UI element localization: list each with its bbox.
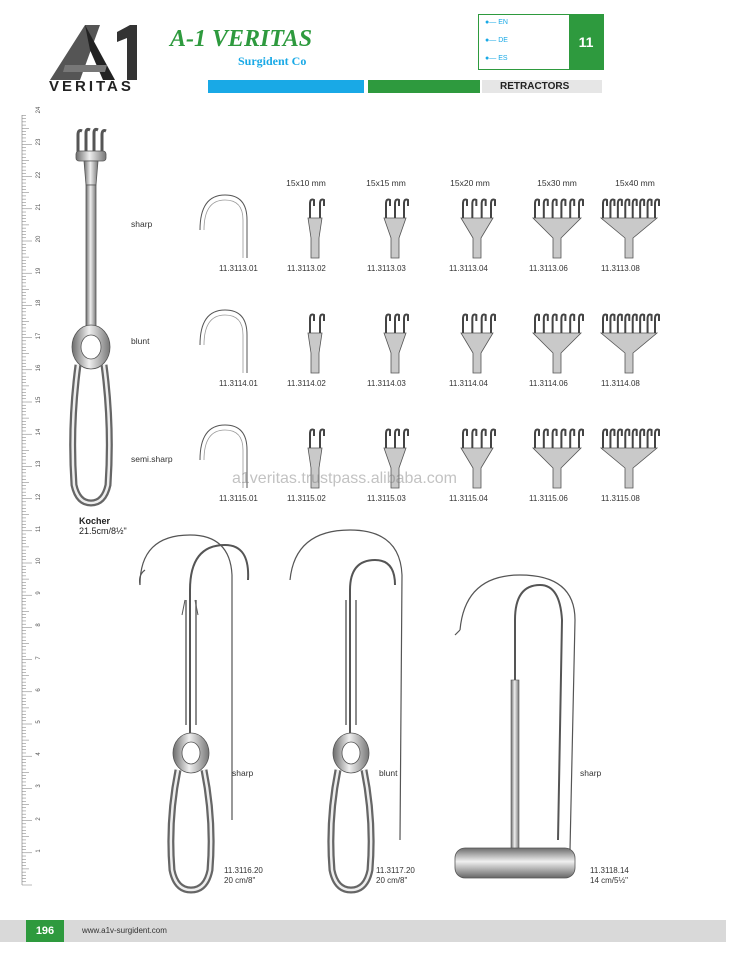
ruler-number: 6 <box>36 688 42 692</box>
ruler-number: 5 <box>36 720 42 724</box>
watermark: a1veritas.trustpass.alibaba.com <box>232 470 457 487</box>
hook-size: 20 cm/8" <box>224 876 256 885</box>
ruler-number: 24 <box>36 106 42 114</box>
hook-type-label: sharp <box>232 768 254 778</box>
ruler-number: 4 <box>36 752 42 756</box>
rake-retractor-image <box>599 305 669 375</box>
product-code: 11.3114.06 <box>529 379 568 388</box>
rake-retractor-image <box>447 190 517 260</box>
page-number: 196 <box>35 925 55 937</box>
ruler-number: 3 <box>36 784 42 789</box>
rake-retractor-image <box>365 305 435 375</box>
bullet-icon: ●— <box>485 55 497 62</box>
brand-name: A-1 VERITAS <box>170 26 313 52</box>
hook-code: 11.3118.14 <box>590 866 629 875</box>
rake-retractor-image <box>527 190 597 260</box>
rake-retractor-image <box>599 190 669 260</box>
ruler-number: 8 <box>36 623 42 628</box>
rake-retractor-image <box>527 305 597 375</box>
product-code: 11.3115.01 <box>219 494 258 503</box>
product-code: 11.3115.02 <box>287 494 326 503</box>
rake-retractor-image <box>285 305 355 375</box>
bullet-icon: ●— <box>485 19 497 26</box>
brand-logo <box>45 20 155 95</box>
rake-retractor-image <box>365 190 435 260</box>
product-code: 11.3115.06 <box>529 494 568 503</box>
language-box <box>478 14 604 70</box>
category-title: RETRACTORS <box>500 81 570 92</box>
ruler-number: 13 <box>36 461 42 468</box>
product-code: 11.3113.04 <box>449 264 488 273</box>
section-number-badge <box>569 15 603 69</box>
row-label-semi-sharp: semi.sharp <box>131 454 173 464</box>
ruler-number: 14 <box>36 428 42 436</box>
hook-size: 20 cm/8" <box>376 876 408 885</box>
dimension-label: 15x30 mm <box>537 178 577 188</box>
ruler-number: 18 <box>36 300 42 307</box>
product-code: 11.3113.03 <box>367 264 406 273</box>
rake-retractor-image <box>447 305 517 375</box>
product-code: 11.3114.03 <box>367 379 406 388</box>
kocher-size: 21.5cm/8½" <box>79 526 127 536</box>
ruler-number: 10 <box>36 557 42 565</box>
rake-retractor-image <box>527 420 597 490</box>
product-code: 11.3113.06 <box>529 264 568 273</box>
ruler-number: 21 <box>36 203 42 211</box>
ruler-number: 23 <box>36 139 42 146</box>
hook-type-label: blunt <box>379 768 398 778</box>
ruler-number: 19 <box>36 267 42 275</box>
ruler-number: 2 <box>36 816 42 821</box>
hook-code: 11.3116.20 <box>224 866 263 875</box>
product-code: 11.3113.02 <box>287 264 326 273</box>
kocher-retractor-image <box>60 125 130 515</box>
ruler <box>18 106 58 885</box>
kocher-name: Kocher <box>79 516 111 526</box>
logo-word: VERITAS <box>49 78 134 95</box>
product-code: 11.3114.02 <box>287 379 326 388</box>
language-item-en[interactable]: ●— EN <box>485 19 508 26</box>
large-hook-retractor-sharp-image <box>120 520 260 900</box>
ruler-number: 17 <box>36 332 42 339</box>
ruler-number: 11 <box>36 525 42 532</box>
dimension-label: 15x10 mm <box>286 178 326 188</box>
hook-code: 11.3117.20 <box>376 866 415 875</box>
product-code: 11.3114.08 <box>601 379 640 388</box>
rake-retractor-image <box>447 420 517 490</box>
brand-subtitle: Surgident Co <box>238 54 307 68</box>
dimension-label: 15x15 mm <box>366 178 406 188</box>
header-bar-green <box>368 80 480 93</box>
rake-retractor-image <box>599 420 669 490</box>
product-code: 11.3115.04 <box>449 494 488 503</box>
footer-url[interactable]: www.a1v-surgident.com <box>82 926 167 935</box>
ruler-number: 9 <box>36 591 42 595</box>
dimension-label: 15x40 mm <box>615 178 655 188</box>
product-code: 11.3114.01 <box>219 379 258 388</box>
row-label-sharp: sharp <box>131 219 153 229</box>
ruler-number: 15 <box>36 396 42 404</box>
rake-retractor-image <box>285 190 355 260</box>
product-code: 11.3113.01 <box>219 264 258 273</box>
t-handle-hook-retractor-image <box>440 560 590 900</box>
language-item-de[interactable]: ●— DE <box>485 37 508 44</box>
product-code: 11.3115.08 <box>601 494 640 503</box>
large-hook-retractor-blunt-image <box>280 520 420 900</box>
ruler-number: 16 <box>36 364 42 372</box>
section-number: 11 <box>578 34 594 50</box>
page-number-badge <box>26 920 64 942</box>
hook-profile-image <box>195 190 265 260</box>
ruler-number: 12 <box>36 493 42 500</box>
ruler-number: 20 <box>36 235 42 243</box>
ruler-number: 7 <box>36 655 42 660</box>
product-code: 11.3114.04 <box>449 379 488 388</box>
ruler-number: 22 <box>36 171 42 178</box>
bullet-icon: ●— <box>485 37 497 44</box>
row-label-blunt: blunt <box>131 336 150 346</box>
hook-size: 14 cm/5½" <box>590 876 628 885</box>
hook-type-label: sharp <box>580 768 602 778</box>
language-item-es[interactable]: ●— ES <box>485 55 508 62</box>
dimension-label: 15x20 mm <box>450 178 490 188</box>
product-code: 11.3113.08 <box>601 264 640 273</box>
product-code: 11.3115.03 <box>367 494 406 503</box>
ruler-number: 1 <box>36 849 42 853</box>
header-bar-blue <box>208 80 364 93</box>
hook-profile-image <box>195 305 265 375</box>
